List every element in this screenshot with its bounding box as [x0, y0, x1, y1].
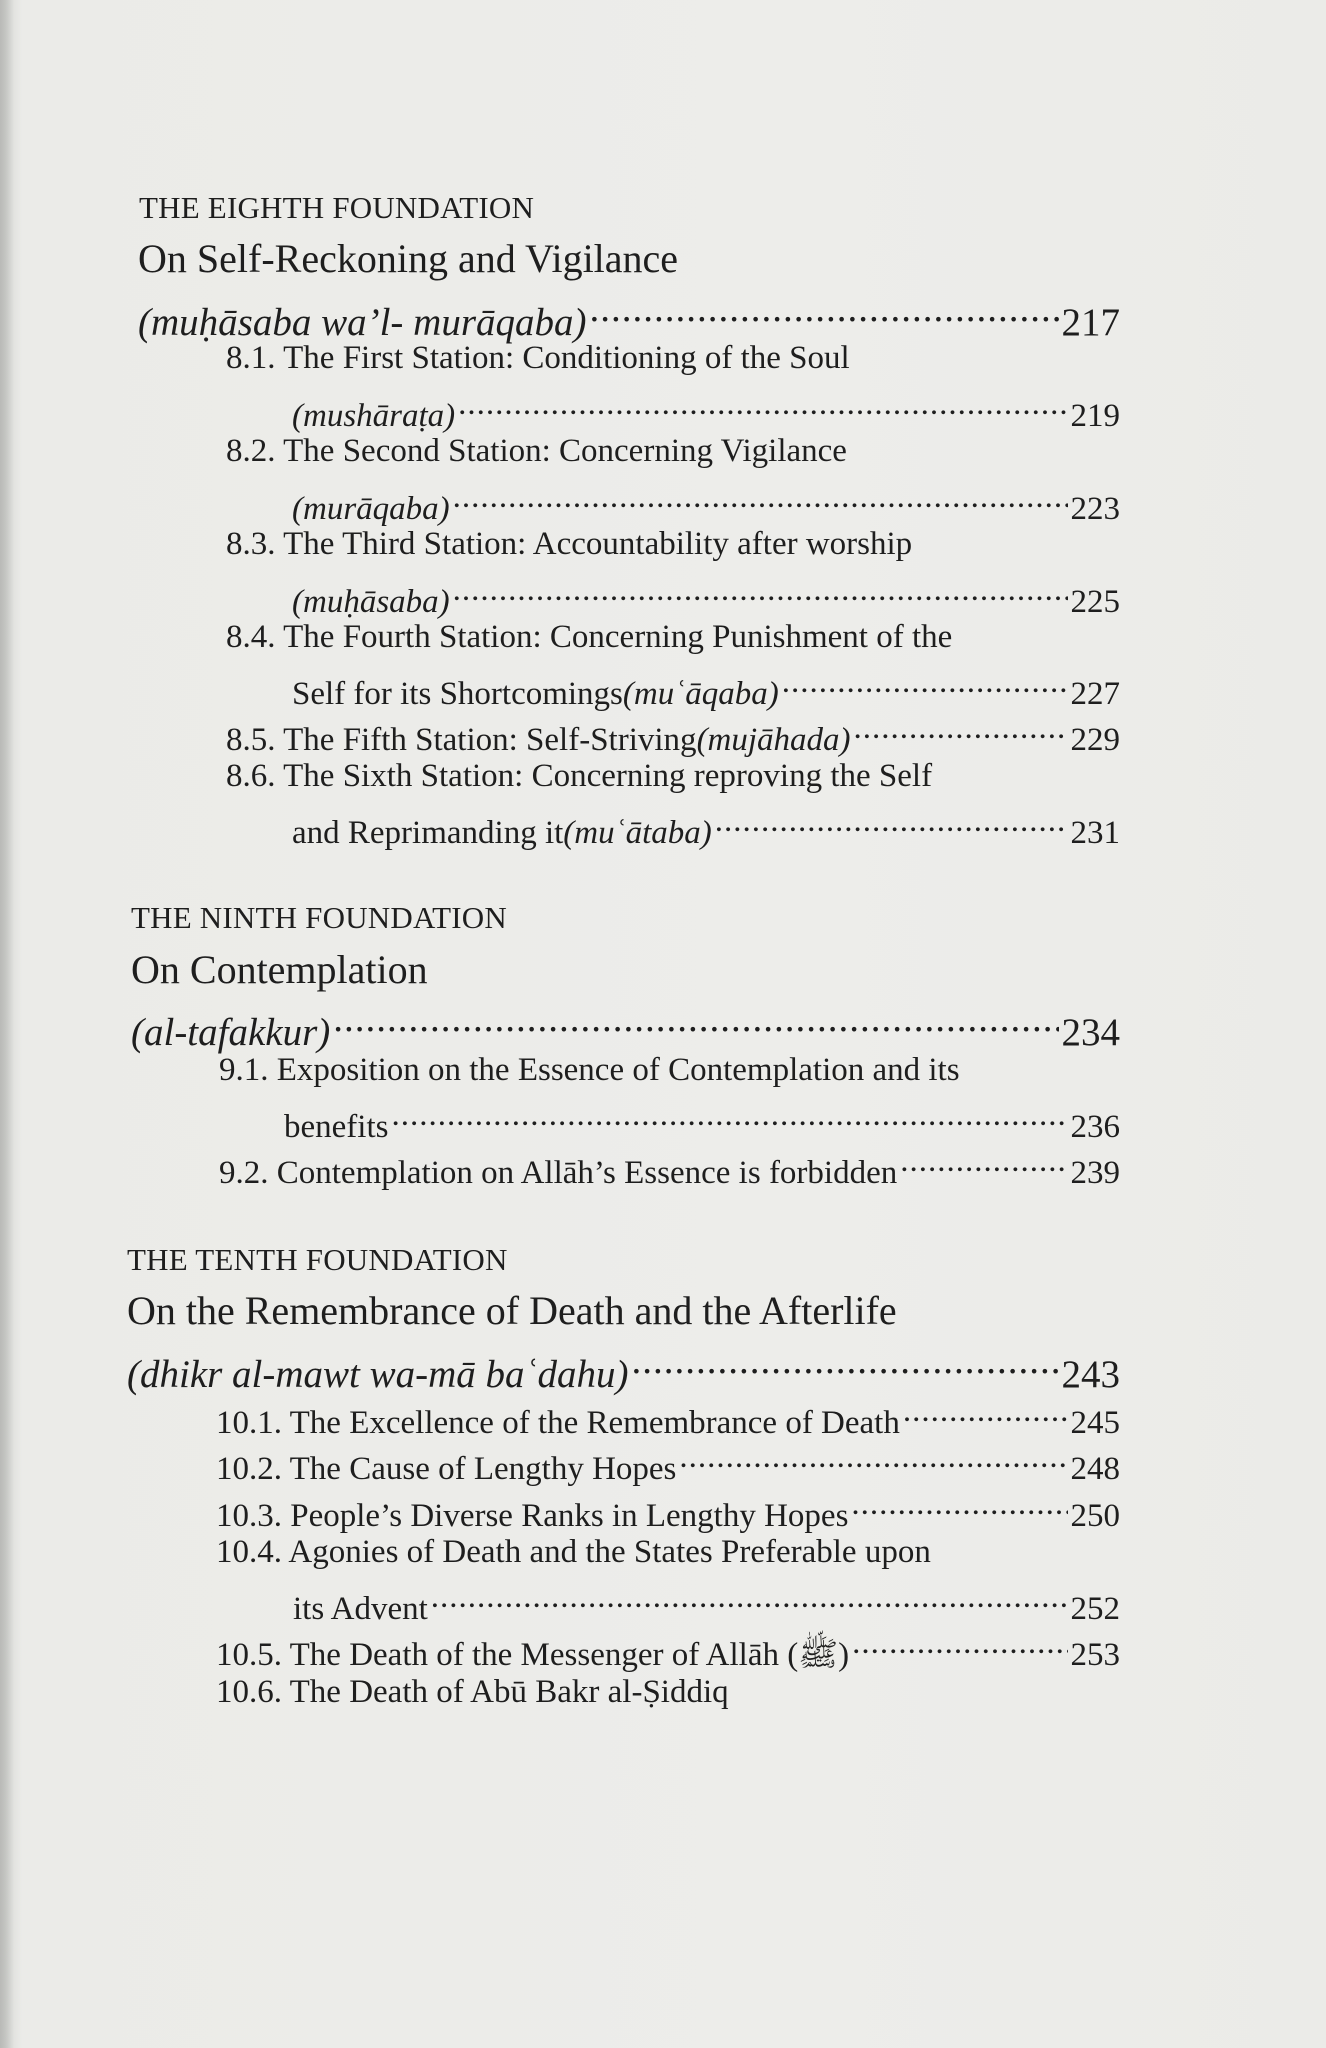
toc-subentry-title[interactable]: 10.4. Agonies of Death and the States Preferable upon — [216, 1534, 931, 1570]
toc-subentry-title[interactable]: 8.6. The Sixth Station: Concerning reproving the Self — [226, 758, 933, 794]
foundation-title: On Contemplation — [131, 947, 428, 992]
page-number: 253 — [1070, 1636, 1120, 1673]
dot-leader — [715, 805, 1068, 843]
dot-leader — [632, 1342, 1059, 1387]
toc-subentry[interactable] — [219, 1145, 1120, 1192]
entry-text: 9.2. Contemplation on Allāh’s Essence is forbidden — [219, 1154, 898, 1191]
toc-subentry-title[interactable]: 8.4. The Fourth Station: Concerning Punishment of the — [226, 619, 953, 655]
dot-leader — [453, 574, 1068, 612]
toc-subentry-title[interactable]: 8.3. The Third Station: Accountability after worship — [226, 526, 913, 562]
entry-text: and Reprimanding it — [292, 814, 564, 851]
dot-leader — [333, 1000, 1058, 1045]
arabic-term: (muʿātaba) — [563, 814, 712, 851]
toc-subentry[interactable] — [216, 1488, 1120, 1535]
dot-leader — [852, 1627, 1067, 1665]
page-number: 245 — [1070, 1404, 1120, 1441]
toc-subentry-title[interactable]: 10.6. The Death of Abū Bakr al-Ṣiddiq — [216, 1674, 729, 1710]
toc-subentry-title[interactable]: 9.1. Exposition on the Essence of Contemplation and its — [219, 1052, 960, 1088]
toc-entry[interactable] — [131, 1000, 1120, 1055]
page-number: 248 — [1070, 1450, 1120, 1487]
dot-leader — [431, 1581, 1068, 1619]
toc-subentry[interactable] — [292, 805, 1120, 852]
arabic-term: (muḥāsaba) — [292, 583, 450, 620]
foundation-heading: THE EIGHTH FOUNDATION — [139, 190, 535, 225]
page-number: 252 — [1070, 1590, 1120, 1627]
toc-subentry[interactable] — [292, 666, 1120, 713]
entry-text: 10.1. The Excellence of the Remembrance of Death — [216, 1404, 900, 1441]
entry-text: Self for its Shortcomings — [292, 675, 623, 712]
toc-entry[interactable] — [138, 290, 1120, 345]
dot-leader — [851, 1488, 1067, 1526]
entry-text: 10.2. The Cause of Lengthy Hopes — [216, 1450, 677, 1487]
page-number: 231 — [1070, 814, 1120, 851]
toc-subentry[interactable] — [292, 388, 1120, 435]
toc-entry[interactable] — [127, 1342, 1120, 1397]
arabic-term: (muḥāsaba wa’l- murāqaba) — [138, 300, 587, 344]
arabic-term: (murāqaba) — [292, 490, 450, 527]
entry-text: 10.5. The Death of the Messenger of Allāh (ﷺ) — [216, 1636, 850, 1673]
toc-subentry[interactable] — [293, 1581, 1120, 1628]
page-number: 225 — [1070, 583, 1120, 620]
toc-subentry[interactable] — [292, 574, 1120, 621]
entry-text: 10.3. People’s Diverse Ranks in Lengthy Hopes — [216, 1497, 849, 1534]
page-number: 229 — [1070, 721, 1120, 758]
foundation-title: On the Remembrance of Death and the Afterlife — [127, 1288, 897, 1333]
toc-subentry[interactable] — [226, 712, 1120, 759]
dot-leader — [458, 388, 1067, 426]
page-number: 239 — [1070, 1154, 1120, 1191]
toc-subentry[interactable] — [216, 1441, 1120, 1488]
dot-leader — [782, 666, 1068, 704]
page-number: 217 — [1061, 300, 1120, 344]
page-number: 243 — [1061, 1352, 1120, 1396]
foundation-heading: THE TENTH FOUNDATION — [127, 1242, 508, 1277]
foundation-title: On Self-Reckoning and Vigilance — [138, 236, 679, 281]
dot-leader — [679, 1441, 1067, 1479]
dot-leader — [903, 1395, 1068, 1433]
entry-text: 8.5. The Fifth Station: Self-Striving — [226, 721, 697, 758]
toc-subentry-title[interactable]: 8.1. The First Station: Conditioning of the Soul — [226, 340, 850, 376]
arabic-term: (mujāhada) — [696, 721, 851, 758]
spine-shadow — [0, 0, 14, 2048]
arabic-term: (al-tafakkur) — [131, 1010, 331, 1054]
page-number: 236 — [1070, 1108, 1120, 1145]
page-number: 234 — [1061, 1010, 1120, 1054]
foundation-heading: THE NINTH FOUNDATION — [131, 900, 507, 935]
entry-text: its Advent — [293, 1590, 428, 1627]
dot-leader — [900, 1145, 1067, 1183]
page-number: 250 — [1070, 1497, 1120, 1534]
dot-leader — [854, 712, 1068, 750]
toc-subentry[interactable] — [284, 1099, 1120, 1146]
dot-leader — [453, 481, 1068, 519]
arabic-term: (muʿāqaba) — [622, 675, 779, 712]
toc-subentry-title[interactable]: 8.2. The Second Station: Concerning Vigilance — [226, 433, 847, 469]
page-number: 227 — [1070, 675, 1120, 712]
dot-leader — [391, 1099, 1067, 1137]
page-number: 219 — [1070, 397, 1120, 434]
toc-subentry[interactable] — [216, 1395, 1120, 1442]
page-number: 223 — [1070, 490, 1120, 527]
entry-text: benefits — [284, 1108, 389, 1145]
dot-leader — [589, 290, 1058, 335]
arabic-term: (mushāraṭa) — [292, 397, 456, 434]
toc-subentry[interactable] — [292, 481, 1120, 528]
arabic-term: (dhikr al-mawt wa-mā baʿdahu) — [127, 1352, 629, 1396]
